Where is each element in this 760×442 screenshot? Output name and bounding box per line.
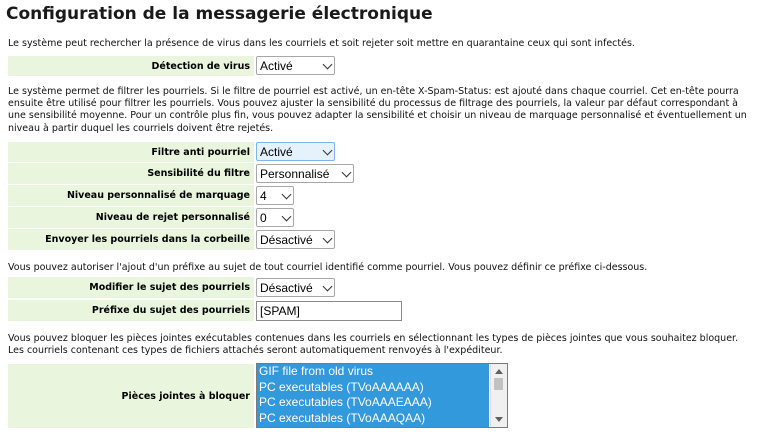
tag-level-select[interactable] xyxy=(256,186,294,205)
chevron-down-icon xyxy=(282,189,292,199)
spam-filter-value: Activé xyxy=(260,144,293,159)
chevron-down-icon xyxy=(323,59,333,69)
reject-level-select[interactable] xyxy=(256,208,294,227)
attachments-label-cell xyxy=(8,364,254,428)
trash-select[interactable] xyxy=(256,230,335,249)
virus-detection-select[interactable] xyxy=(256,56,335,75)
reject-level-value: 0 xyxy=(260,210,267,225)
prefix-value: [SPAM] xyxy=(260,304,300,318)
spam-filter-label: Filtre anti pourriel xyxy=(151,146,250,158)
prefix-label: Préfixe du sujet des pourriels xyxy=(91,305,250,316)
sensitivity-select[interactable] xyxy=(256,164,354,183)
modify-subject-select[interactable] xyxy=(256,278,335,297)
attachments-label: Pièces jointes à bloquer xyxy=(121,390,250,402)
listbox-scrollbar[interactable] xyxy=(490,364,507,427)
sensitivity-label-cell xyxy=(8,163,254,184)
scroll-down-icon[interactable] xyxy=(495,417,503,422)
subject-description: Vous pouvez autoriser l'ajout d'un préfixe au sujet de tout courriel identifié comme pourriel. Vous pouvez définir ce préfixe ci-dessous. xyxy=(8,262,648,273)
attachments-description: Vous pouvez bloquer les pièces jointes exécutables contenues dans les courriels en sélectionnant les types de pièces jointes que vous souhaitez bloquer. Les courriels contenant ces types de fichiers attachés seront automatiquement renvoyés à l'expéditeur. xyxy=(8,333,739,357)
chevron-down-icon xyxy=(323,145,333,155)
reject-level-label-cell xyxy=(8,207,254,228)
spam-filter-label-cell xyxy=(8,142,254,162)
list-item[interactable]: GIF file from old virus xyxy=(257,364,489,380)
spam-description: Le système permet de filtrer les pourriels. Si le filtre de pourriel est activé, un en-tête X-Spam-Status: est ajouté dans chaque courriel. Cet en-tête pourra ensuite être utilisé pour filtrer les pourriels. Vous pouvez ajuster la sensibilité du processus de filtrage des pourriels, la valeur par défaut correspondant à une sensibilité moyenne. Pour un contrôle plus fin, vous pouvez adapter la sensibilité et choisir un niveau de marquage personnalisé et éventuellement un niveau à partir duquel les courriels doivent être rejetés. xyxy=(8,86,747,134)
prefix-label-cell xyxy=(8,300,254,321)
scroll-thumb[interactable] xyxy=(494,378,503,390)
chevron-down-icon xyxy=(342,167,352,177)
tag-level-value: 4 xyxy=(260,188,267,203)
virus-detection-label: Détection de virus xyxy=(151,60,250,72)
virus-detection-label-cell xyxy=(8,56,254,76)
prefix-input[interactable] xyxy=(256,301,402,321)
list-item[interactable]: PC executables (TVoAAAEAAA) xyxy=(257,395,489,411)
trash-label: Envoyer les pourriels dans la corbeille xyxy=(45,234,250,245)
chevron-down-icon xyxy=(323,233,333,243)
modify-subject-label: Modifier le sujet des pourriels xyxy=(89,282,250,293)
chevron-down-icon xyxy=(282,211,292,221)
page-title: Configuration de la messagerie électronique xyxy=(6,4,433,24)
sensitivity-label: Sensibilité du filtre xyxy=(147,168,250,179)
tag-level-label-cell xyxy=(8,185,254,206)
spam-filter-select[interactable] xyxy=(256,142,335,161)
list-item[interactable]: PC executables (TVoAAAQAA) xyxy=(257,411,489,427)
trash-label-cell xyxy=(8,229,254,250)
virus-description: Le système peut rechercher la présence de virus dans les courriels et soit rejeter soit mettre en quarantaine ceux qui sont infectés. xyxy=(8,38,635,49)
modify-subject-value: Désactivé xyxy=(260,280,313,295)
list-item[interactable]: PC executables (TVoAAAAAA) xyxy=(257,380,489,396)
scroll-up-icon[interactable] xyxy=(495,369,503,374)
sensitivity-value: Personnalisé xyxy=(260,166,330,181)
chevron-down-icon xyxy=(323,281,333,291)
modify-subject-label-cell xyxy=(8,277,254,298)
attachments-listbox[interactable] xyxy=(256,363,508,428)
virus-detection-value: Activé xyxy=(260,58,293,73)
trash-value: Désactivé xyxy=(260,232,313,247)
tag-level-label: Niveau personnalisé de marquage xyxy=(66,190,250,201)
reject-level-label: Niveau de rejet personnalisé xyxy=(95,212,250,223)
